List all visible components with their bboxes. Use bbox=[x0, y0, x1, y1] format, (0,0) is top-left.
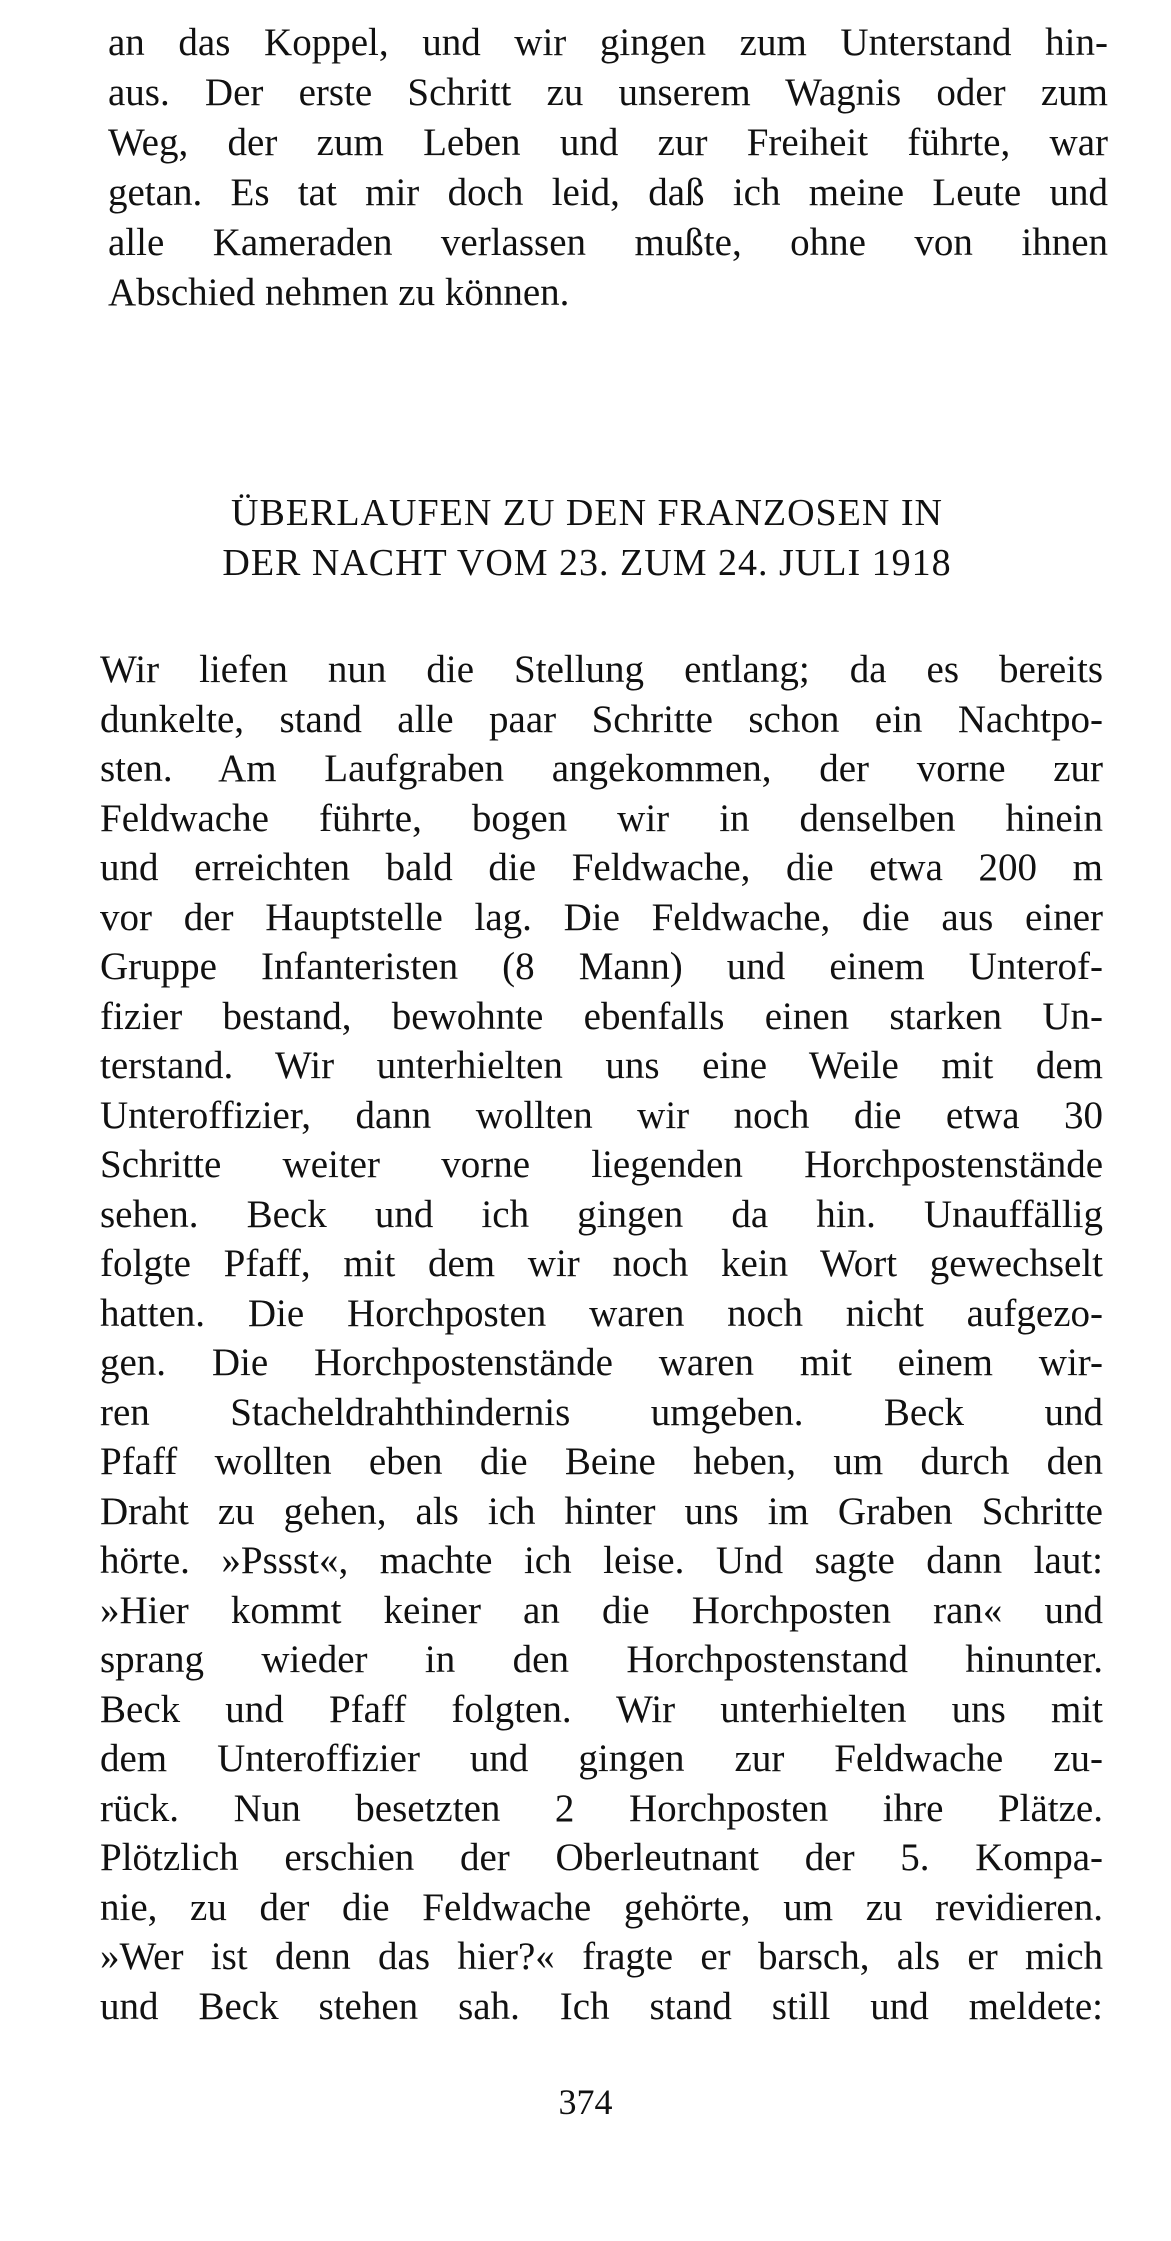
page-number: 374 bbox=[558, 2082, 613, 2122]
paragraph-line: und Beck stehen sah. Ich stand still und meldete: bbox=[100, 1984, 1103, 2028]
paragraph-line: hatten. Die Horchposten waren noch nicht aufgezo- bbox=[100, 1291, 1103, 1335]
paragraph-line: terstand. Wir unterhielten uns eine Weile mit dem bbox=[100, 1044, 1103, 1087]
paragraph-line: sehen. Beck und ich gingen da hin. Unauffällig bbox=[100, 1192, 1103, 1236]
paragraph-2 bbox=[100, 645, 1103, 2031]
paragraph-line: Plötzlich erschien der Oberleutnant der 5. Kompa- bbox=[100, 1836, 1103, 1879]
paragraph-line: Schritte weiter vorne liegenden Horchpostenstände bbox=[100, 1143, 1103, 1186]
paragraph-line: hörte. »Pssst«, machte ich leise. Und sagte dann laut: bbox=[100, 1539, 1103, 1582]
paragraph-line: aus. Der erste Schritt zu unserem Wagnis oder zum bbox=[108, 71, 1108, 114]
paragraph-line: Draht zu gehen, als ich hinter uns im Graben Schritte bbox=[100, 1489, 1103, 1533]
paragraph-line: Weg, der zum Leben und zur Freiheit führte, war bbox=[108, 121, 1108, 164]
paragraph-line: Abschied nehmen zu können. bbox=[108, 271, 570, 314]
paragraph-line: Beck und Pfaff folgten. Wir unterhielten uns mit bbox=[100, 1687, 1103, 1731]
paragraph-line: folgte Pfaff, mit dem wir noch kein Wort gewechselt bbox=[100, 1242, 1103, 1285]
paragraph-line: ren Stacheldrahthindernis umgeben. Beck und bbox=[100, 1390, 1103, 1434]
paragraph-line: gen. Die Horchpostenstände waren mit einem wir- bbox=[100, 1341, 1103, 1384]
paragraph-line: vor der Hauptstelle lag. Die Feldwache, die aus einer bbox=[100, 895, 1103, 939]
paragraph-line: an das Koppel, und wir gingen zum Unterstand hin- bbox=[108, 21, 1108, 64]
paragraph-1 bbox=[108, 18, 1108, 318]
paragraph-line: fizier bestand, bewohnte ebenfalls einen starken Un- bbox=[100, 994, 1103, 1038]
paragraph-line: dem Unteroffizier und gingen zur Feldwache zu- bbox=[100, 1737, 1103, 1780]
paragraph-line: »Hier kommt keiner an die Horchposten ran« und bbox=[100, 1588, 1103, 1632]
section-heading bbox=[92, 488, 1082, 588]
paragraph-line: rück. Nun besetzten 2 Horchposten ihre Plätze. bbox=[100, 1786, 1103, 1830]
paragraph-line: sten. Am Laufgraben angekommen, der vorne zur bbox=[100, 747, 1103, 790]
paragraph-line: Feldwache führte, bogen wir in denselben hinein bbox=[100, 796, 1103, 840]
paragraph-line: und erreichten bald die Feldwache, die etwa 200 m bbox=[100, 846, 1103, 889]
paragraph-line: Pfaff wollten eben die Beine heben, um durch den bbox=[100, 1440, 1103, 1483]
paragraph-line: »Wer ist denn das hier?« fragte er barsch, als er mich bbox=[100, 1935, 1103, 1978]
heading-line: DER NACHT VOM 23. ZUM 24. JULI 1918 bbox=[222, 542, 952, 584]
paragraph-line: Gruppe Infanteristen (8 Mann) und einem Unterof- bbox=[100, 945, 1103, 988]
paragraph-line: getan. Es tat mir doch leid, daß ich meine Leute und bbox=[108, 171, 1108, 214]
heading-line: ÜBERLAUFEN ZU DEN FRANZOSEN IN bbox=[231, 492, 943, 534]
paragraph-line: Unteroffizier, dann wollten wir noch die etwa 30 bbox=[100, 1093, 1103, 1137]
paragraph-line: nie, zu der die Feldwache gehörte, um zu revidieren. bbox=[100, 1885, 1103, 1929]
paragraph-line: dunkelte, stand alle paar Schritte schon ein Nachtpo- bbox=[100, 697, 1103, 741]
paragraph-line: Wir liefen nun die Stellung entlang; da es bereits bbox=[100, 648, 1103, 691]
paragraph-line: alle Kameraden verlassen mußte, ohne von ihnen bbox=[108, 221, 1108, 264]
paragraph-line: sprang wieder in den Horchpostenstand hinunter. bbox=[100, 1638, 1103, 1681]
